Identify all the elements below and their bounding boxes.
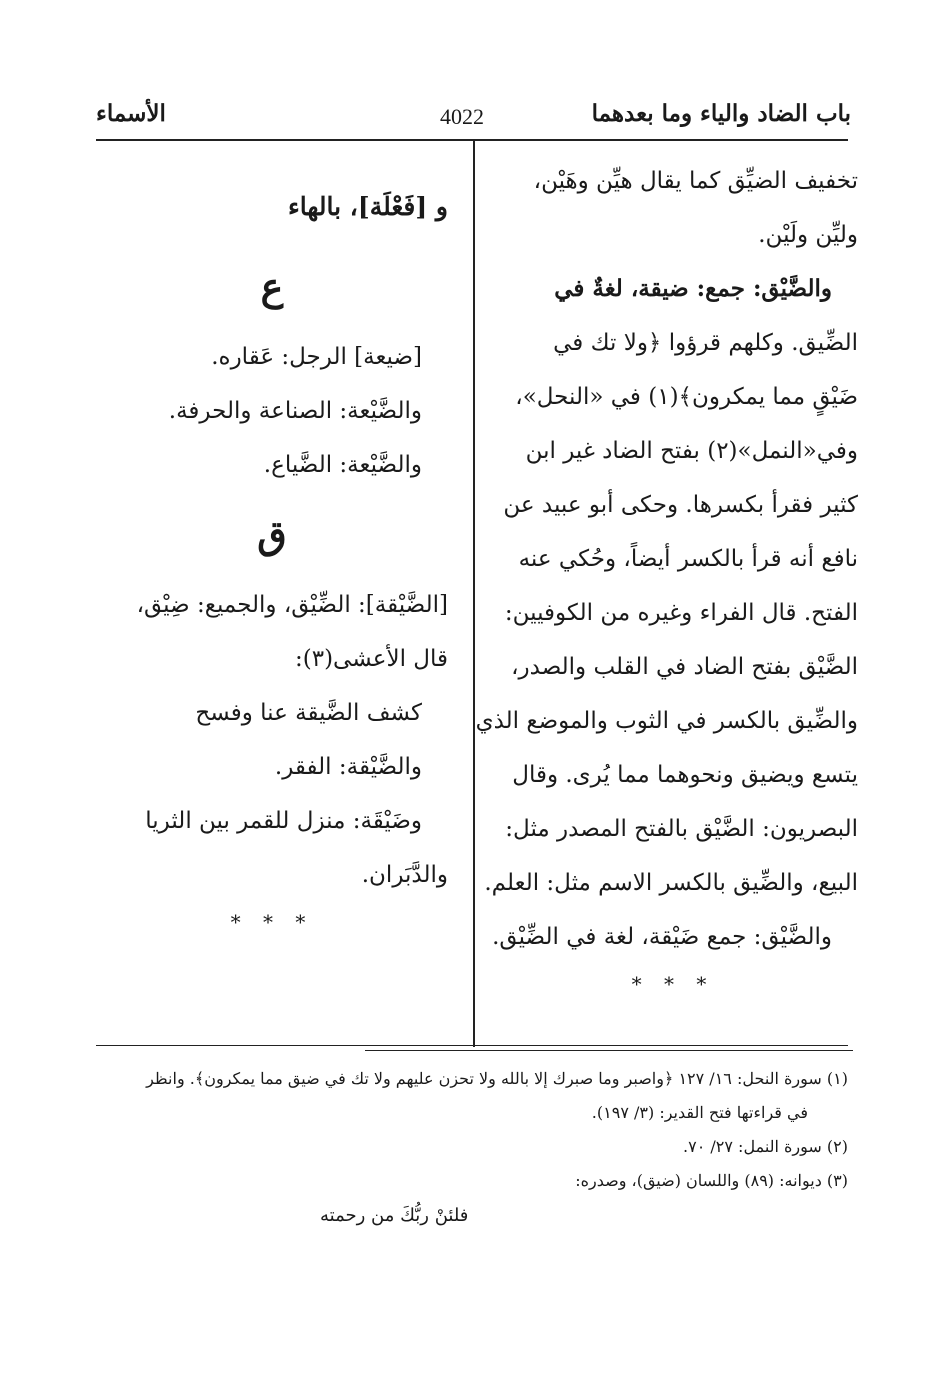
section-title: الأسماء — [96, 100, 166, 127]
text-line: البصريون: الضَّيْق بالفتح المصدر مثل: — [505, 816, 858, 842]
text-line: والضِّيق بالكسر في الثوب والموضع الذي — [475, 708, 858, 734]
footnote: (١) سورة النحل: ١٦/ ١٢٧ ﴿واصبر وما صبرك إلا بالله ولا تحزن عليهم ولا تك في ضيق مما يمكرون﴾. وانظر — [146, 1069, 848, 1088]
verse-line: كشف الضَّيقة عنا وفسح — [195, 700, 422, 726]
text-line: وليِّن ولَيْن. — [758, 222, 858, 248]
text-line: والضَّيْعة: الصناعة والحرفة. — [168, 398, 422, 424]
text-line: والضَّيْق: جمع: ضيقة، لغةٌ في — [554, 275, 832, 302]
footnote: (٣) ديوانه: (٨٩) واللسان (ضيق)، وصدره: — [575, 1171, 848, 1190]
text-line: والضَّيْعة: الضَّياع. — [263, 452, 422, 478]
text-line: والدَّبَران. — [361, 862, 448, 888]
page-number: 4022 — [440, 104, 484, 129]
text-line: والضَّيْق: جمع ضَيْقة، لغة في الضِّيْق. — [492, 924, 832, 950]
right-column — [475, 154, 858, 1004]
entry-heading: و [فَعْلَة]، بالهاء — [288, 192, 448, 221]
text-line: وفي«النمل»(٢) بفتح الضاد غير ابن — [525, 438, 858, 464]
text-line: والضَّيْقة: الفقر. — [274, 754, 422, 780]
footnote: (٢) سورة النمل: ٢٧/ ٧٠. — [683, 1137, 848, 1156]
text-line: وضَيْقَة: منزل للقمر بين الثريا — [145, 808, 422, 834]
text-line: الضِّيق. وكلهم قرؤوا ﴿ولا تك في — [553, 330, 858, 356]
column-divider — [473, 140, 475, 1047]
text-line: [الضَّيْقة]: الضِّيْق، والجميع: ضِيْق، — [136, 592, 448, 618]
letter-heading: ق — [257, 512, 287, 557]
text-line: الفتح. قال الفراء وغيره من الكوفيين: — [504, 600, 858, 626]
section-end-stars: * * * — [631, 972, 715, 996]
text-line: كثير فقرأ بكسرها. وحكى أبو عبيد عن — [503, 492, 858, 518]
text-line: قال الأعشى(٣): — [294, 646, 448, 672]
header-divider — [96, 139, 848, 141]
chapter-title: باب الضاد والياء وما بعدهما — [591, 100, 851, 127]
letter-heading: ع — [260, 264, 284, 309]
footnote-divider — [365, 1050, 853, 1051]
columns-bottom-rule — [96, 1045, 848, 1046]
footnote-verse: فلئنْ ربُّكَ من رحمته — [320, 1205, 469, 1226]
text-line: [ضيعة] الرجل: عَقاره. — [211, 344, 422, 370]
footnotes — [96, 1062, 848, 1198]
text-line: نافع أنه قرأ بالكسر أيضاً، وحُكي عنه — [518, 546, 858, 572]
text-line: يتسع ويضيق ونحوهما مما يُرى. وقال — [512, 762, 858, 788]
text-line: تخفيف الضيِّق كما يقال هيِّن وهَيْن، — [533, 168, 858, 194]
text-line: الضَّيْق بفتح الضاد في القلب والصدر، — [511, 654, 858, 680]
left-column — [96, 170, 448, 942]
section-end-stars: * * * — [230, 910, 314, 934]
text-line: البيع، والضِّيق بالكسر الاسم مثل: العلم. — [484, 870, 858, 896]
text-line: ضَيْقٍ مما يمكرون﴾(١) في «النحل»، — [515, 384, 858, 410]
footnote: في قراءتها فتح القدير: (٣/ ١٩٧). — [591, 1103, 808, 1122]
